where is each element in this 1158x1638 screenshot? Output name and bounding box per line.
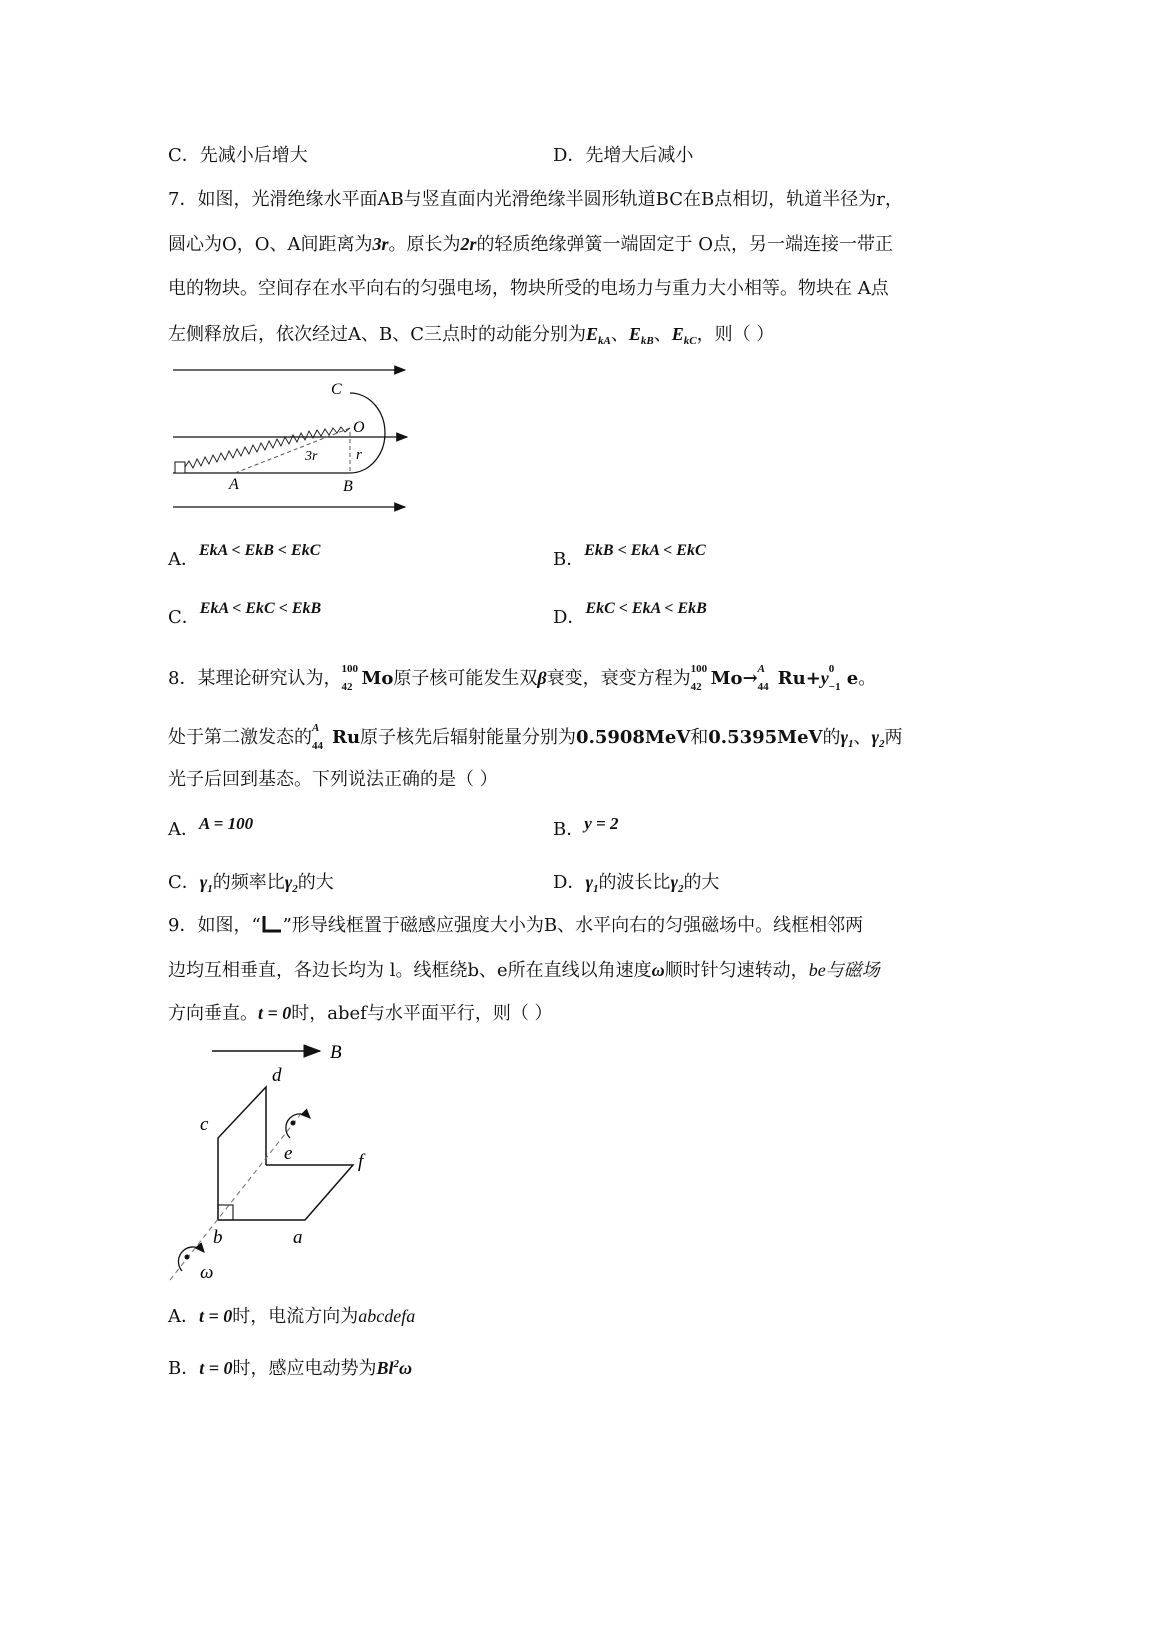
- q8-option-d: D．$\gamma_1$的波长比$\gamma_2$的大: [553, 872, 720, 895]
- q9-figure: [160, 1035, 400, 1290]
- q7-line-2: 圆心为O，O、A间距离为3r。原长为2r的轻质绝缘弹簧一端固定于 O点，另一端连接一带正: [168, 234, 894, 255]
- right-angle-mark: [218, 1205, 233, 1220]
- label-a: A: [229, 476, 239, 493]
- oa-dashed: [235, 428, 350, 473]
- label-r: r: [356, 447, 362, 463]
- label-3r: 3r: [305, 449, 318, 464]
- label-omega: ω: [200, 1262, 214, 1283]
- label-o: O: [353, 419, 365, 436]
- q8-line-3: 光子后回到基态。下列说法正确的是（ ）: [168, 769, 498, 790]
- label-f: f: [358, 1151, 364, 1172]
- q6-option-c: C．先减小后增大: [168, 145, 308, 166]
- q9-line-3: 方向垂直。t = 0时，abef与水平面平行，则（ ）: [168, 1003, 553, 1024]
- block: [175, 462, 185, 473]
- spring: [185, 427, 350, 468]
- q7-figure: [165, 360, 415, 520]
- q8-option-c: C．$\gamma_1$的频率比$\gamma_2$的大: [168, 872, 334, 895]
- q9-line-1: 9．如图，“ ”形导线框置于磁感应强度大小为B、水平向右的匀强磁场中。线框相邻两: [168, 915, 864, 936]
- l-shape-glyph: [261, 914, 283, 934]
- q9-option-b: B．t = 0时，感应电动势为Bl$^2$ω: [168, 1358, 413, 1379]
- frame-cdeb: [218, 1087, 266, 1220]
- label-b: b: [213, 1227, 223, 1248]
- rotation-dot-bottom: [185, 1255, 190, 1260]
- label-e: e: [284, 1143, 293, 1164]
- q8-option-b: B．y = 2: [553, 814, 619, 840]
- q6-option-d: D．先增大后减小: [553, 145, 694, 166]
- q7-option-d: D．EkC < EkA < EkB: [553, 600, 707, 628]
- q7-line-1: 7．如图，光滑绝缘水平面AB与竖直面内光滑绝缘半圆形轨道BC在B点相切，轨道半径为r，: [168, 189, 903, 210]
- label-c: c: [200, 1114, 209, 1135]
- label-b: B: [343, 478, 353, 495]
- q9-option-a: A．t = 0时，电流方向为abcdefa: [168, 1306, 416, 1327]
- rotation-axis: [170, 1115, 300, 1280]
- label-d: d: [272, 1065, 282, 1086]
- rotation-arrow-top: [286, 1114, 310, 1138]
- rotation-dot-top: [291, 1121, 296, 1126]
- q7-line-3: 电的物块。空间存在水平向右的匀强电场，物块所受的电场力与重力大小相等。物块在 A点: [168, 278, 889, 299]
- label-b-field: B: [330, 1042, 342, 1063]
- q8-option-a: A．A = 100: [168, 814, 254, 840]
- q9-line-2: 边均互相垂直，各边长均为 l。线框绕b、e所在直线以角速度ω顺时针匀速转动，be与磁场: [168, 960, 880, 981]
- q7-option-c: C．EkA < EkC < EkB: [168, 600, 322, 628]
- q7-option-b: B．EkB < EkA < EkC: [553, 542, 706, 570]
- q7-line-4: 左侧释放后，依次经过A、B、C三点时的动能分别为$E_{kA}$、$E_{kB}$、$E_{kC}$，则（ ）: [168, 324, 775, 347]
- label-a: a: [293, 1227, 303, 1248]
- q8-line-2: 处于第二激发态的 A 44 Ru原子核先后辐射能量分别为0.5908MeV和0.5395MeV的$\gamma_1$、$\gamma_2$两: [168, 722, 903, 752]
- q7-option-a: A．EkA < EkB < EkC: [168, 542, 321, 570]
- q8-line-1: 8．某理论研究认为， 100 42 Mo原子核可能发生双β衰变，衰变方程为 100 42 Mo→ A 44 Ru+y 0 −1 e。: [168, 663, 877, 693]
- label-c: C: [331, 381, 342, 398]
